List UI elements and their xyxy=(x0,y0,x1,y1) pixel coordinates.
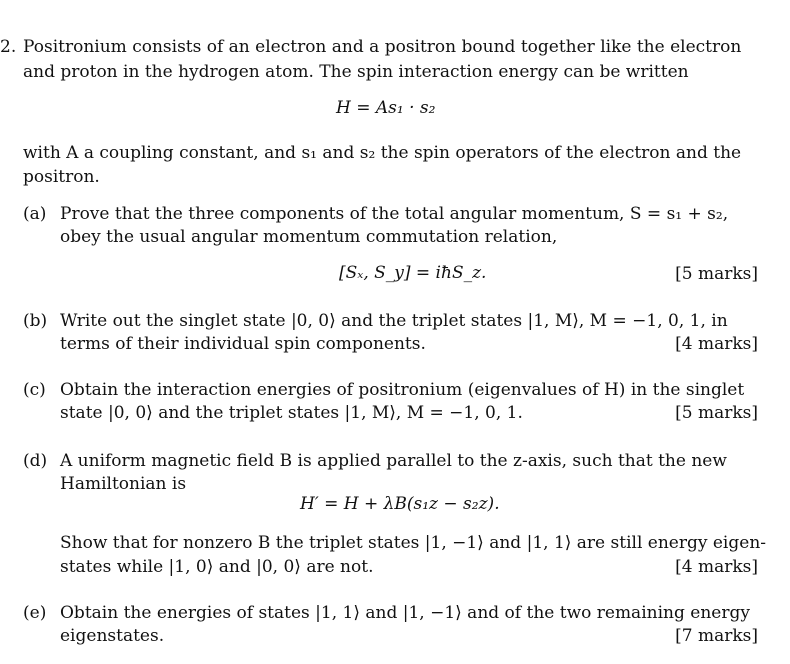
part-e-label: (e) xyxy=(23,603,47,623)
hamiltonian-equation: H = As₁ · s₂ xyxy=(336,98,436,118)
part-d-line-2: Hamiltonian is xyxy=(60,474,187,494)
after-line-2: positron. xyxy=(23,167,100,187)
part-d-label: (d) xyxy=(23,451,48,471)
part-a-line-2: obey the usual angular momentum commutation relation, xyxy=(60,227,558,247)
part-d-equation: H′ = H + λB(s₁z − s₂z). xyxy=(300,494,500,514)
part-b-label: (b) xyxy=(23,311,48,331)
part-e-marks: [7 marks] xyxy=(675,626,758,646)
part-c-marks: [5 marks] xyxy=(675,403,758,423)
part-e-line-1: Obtain the energies of states |1, 1⟩ and |1, −1⟩ and of the two remaining energy xyxy=(60,603,750,623)
part-c-label: (c) xyxy=(23,380,46,400)
after-line-1: with A a coupling constant, and s₁ and s₂ the spin operators of the electron and the xyxy=(23,143,742,163)
intro-line-1: Positronium consists of an electron and a positron bound together like the electron xyxy=(23,37,742,57)
part-c-line-1: Obtain the interaction energies of positronium (eigenvalues of H) in the singlet xyxy=(60,380,745,400)
intro-line-2: and proton in the hydrogen atom. The spin interaction energy can be written xyxy=(23,62,689,82)
part-b-line-2: terms of their individual spin components. xyxy=(60,334,426,354)
part-e-line-2: eigenstates. xyxy=(60,626,165,646)
question-number: 2. xyxy=(0,37,17,57)
part-d-marks: [4 marks] xyxy=(675,557,758,577)
part-d-line-3: Show that for nonzero B the triplet states |1, −1⟩ and |1, 1⟩ are still energy eigen- xyxy=(60,533,767,553)
part-b-line-1: Write out the singlet state |0, 0⟩ and the triplet states |1, M⟩, M = −1, 0, 1, in xyxy=(60,311,728,331)
part-a-label: (a) xyxy=(23,204,47,224)
part-d-line-4: states while |1, 0⟩ and |0, 0⟩ are not. xyxy=(60,557,374,577)
part-a-line-1: Prove that the three components of the total angular momentum, S = s₁ + s₂, xyxy=(60,204,729,224)
part-a-marks: [5 marks] xyxy=(675,264,758,284)
part-c-line-2: state |0, 0⟩ and the triplet states |1, M⟩, M = −1, 0, 1. xyxy=(60,403,523,423)
part-d-line-1: A uniform magnetic field B is applied parallel to the z-axis, such that the new xyxy=(60,451,727,471)
part-b-marks: [4 marks] xyxy=(675,334,758,354)
part-a-equation: [Sₓ, S_y] = iħS_z. xyxy=(339,263,487,283)
